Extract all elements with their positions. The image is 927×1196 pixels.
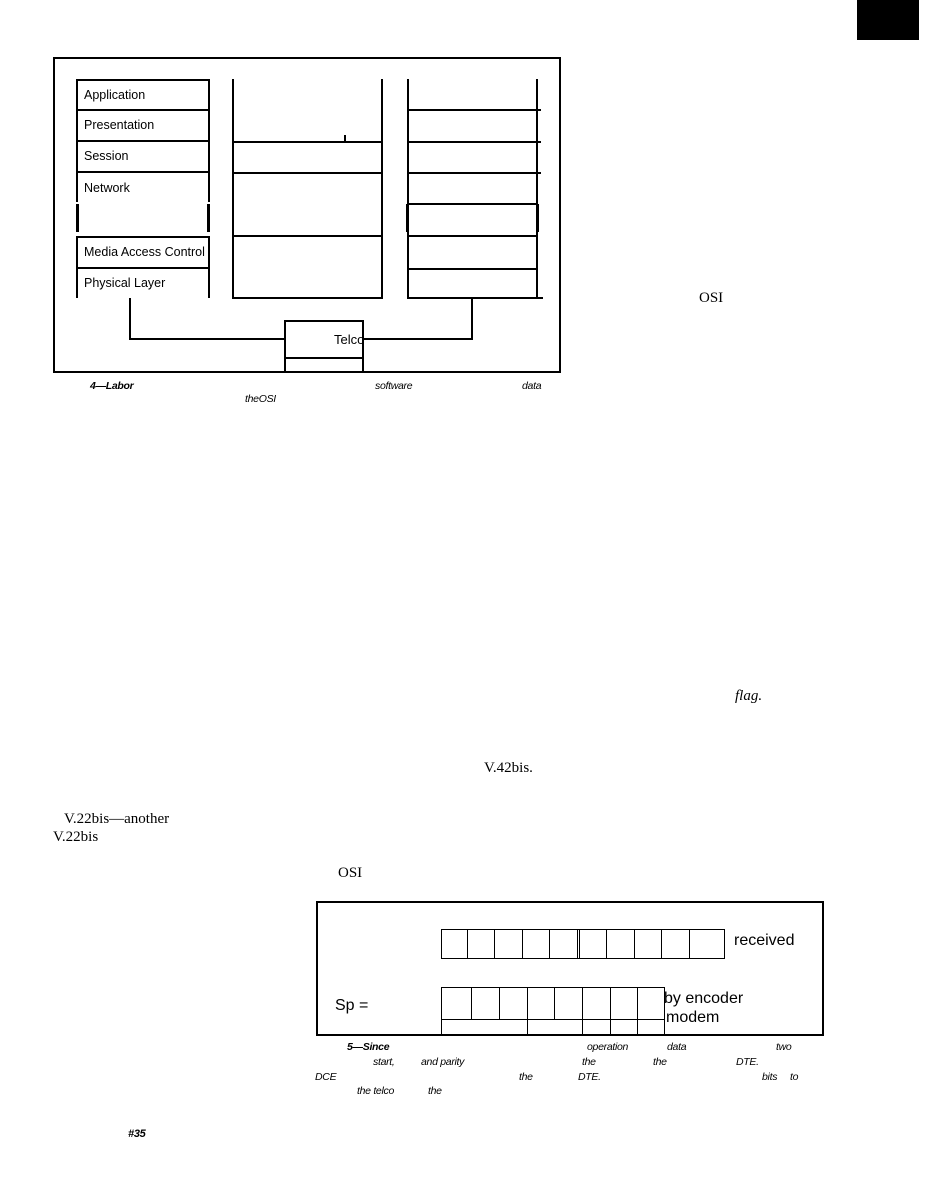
middle-div-2 bbox=[232, 172, 383, 174]
right-div-7 bbox=[407, 297, 543, 299]
body-v42bis: V.42bis. bbox=[484, 760, 533, 776]
fig5-caption-start: start, bbox=[373, 1056, 395, 1068]
wire-right-down bbox=[471, 298, 473, 340]
body-flag: flag. bbox=[735, 688, 763, 704]
bit-sep bbox=[471, 987, 472, 1019]
middle-div-1 bbox=[232, 141, 383, 143]
fig5-caption-dte: DTE. bbox=[578, 1071, 601, 1083]
fig4-caption-theosi: theOSI bbox=[245, 393, 276, 405]
bit-sep bbox=[527, 987, 528, 1035]
right-div-4 bbox=[407, 203, 538, 205]
right-div-3 bbox=[407, 172, 541, 174]
telco-label: Telco bbox=[334, 332, 365, 347]
fig5-caption-the: the bbox=[428, 1085, 442, 1097]
right-div-5 bbox=[407, 235, 538, 237]
right-thick-right bbox=[536, 204, 539, 232]
label-sp: Sp = bbox=[335, 997, 369, 1014]
body-osi-2: OSI bbox=[338, 865, 363, 881]
bit-sep bbox=[689, 929, 690, 959]
fig5-caption-ref: 5—Since bbox=[347, 1041, 390, 1053]
bit-sep bbox=[661, 929, 662, 959]
telco-inner-line bbox=[284, 357, 364, 359]
fig4-caption-software: software bbox=[375, 380, 413, 392]
bit-sep bbox=[522, 929, 523, 959]
layer-application: Application bbox=[76, 81, 210, 111]
bit-sep bbox=[582, 987, 583, 1035]
label-received: received bbox=[734, 932, 795, 949]
bit-row-encoded bbox=[441, 987, 665, 1035]
bit-sep bbox=[579, 929, 580, 959]
layer-network: Network bbox=[76, 173, 210, 202]
body-osi-1: OSI bbox=[699, 290, 724, 306]
fig5-caption-operation: operation bbox=[587, 1041, 629, 1053]
right-div-1 bbox=[407, 109, 541, 111]
bit-sep bbox=[467, 929, 468, 959]
fig5-caption-the: the bbox=[582, 1056, 596, 1068]
bit-sep bbox=[494, 929, 495, 959]
layer-data-link-blank bbox=[76, 204, 210, 232]
wire-right-across bbox=[362, 338, 473, 340]
middle-tick bbox=[344, 135, 346, 142]
fig5-caption-the: the bbox=[519, 1071, 533, 1083]
wire-left-down bbox=[129, 298, 131, 340]
body-v22bis-another: V.22bis—another bbox=[64, 811, 170, 827]
fig5-caption-and-parity: and parity bbox=[421, 1056, 465, 1068]
layer-session: Session bbox=[76, 142, 210, 173]
bit-sep bbox=[554, 987, 555, 1019]
bit-row-mid bbox=[441, 1019, 665, 1020]
right-div-2 bbox=[407, 141, 541, 143]
right-thick-left bbox=[406, 204, 409, 232]
bit-sep bbox=[610, 987, 611, 1035]
fig5-caption-data: data bbox=[667, 1041, 687, 1053]
bit-sep bbox=[606, 929, 607, 959]
fig4-caption-ref: 4—Labor bbox=[90, 380, 134, 392]
page-number: #35 bbox=[128, 1128, 146, 1140]
bit-sep bbox=[499, 987, 500, 1019]
middle-stack bbox=[232, 79, 383, 299]
fig4-caption-data: data bbox=[522, 380, 542, 392]
label-by-encoder: by encoder bbox=[664, 990, 744, 1007]
bit-row-received bbox=[441, 929, 725, 959]
body-v22bis: V.22bis bbox=[53, 829, 99, 845]
fig5-caption-dce: DCE bbox=[315, 1071, 337, 1083]
layer-presentation: Presentation bbox=[76, 111, 210, 142]
bit-sep bbox=[637, 987, 638, 1035]
fig5-caption-the: the bbox=[653, 1056, 667, 1068]
right-div-6 bbox=[407, 268, 538, 270]
middle-div-3 bbox=[232, 235, 383, 237]
layer-physical: Physical Layer bbox=[76, 269, 210, 298]
label-modem: modem bbox=[666, 1009, 720, 1026]
fig5-caption-two: two bbox=[776, 1041, 792, 1053]
fig5-caption-dte: DTE. bbox=[736, 1056, 759, 1068]
bit-sep bbox=[549, 929, 550, 959]
bit-sep bbox=[634, 929, 635, 959]
layer-media-access-control: Media Access Control bbox=[76, 238, 210, 269]
bit-sep bbox=[577, 929, 578, 959]
corner-tab bbox=[857, 0, 919, 40]
fig5-caption-the-telco: the telco bbox=[357, 1085, 394, 1097]
wire-left-across bbox=[129, 338, 286, 340]
fig5-caption-bits: bits bbox=[762, 1071, 778, 1083]
fig5-caption-to: to bbox=[790, 1071, 799, 1083]
right-stack bbox=[407, 79, 538, 299]
